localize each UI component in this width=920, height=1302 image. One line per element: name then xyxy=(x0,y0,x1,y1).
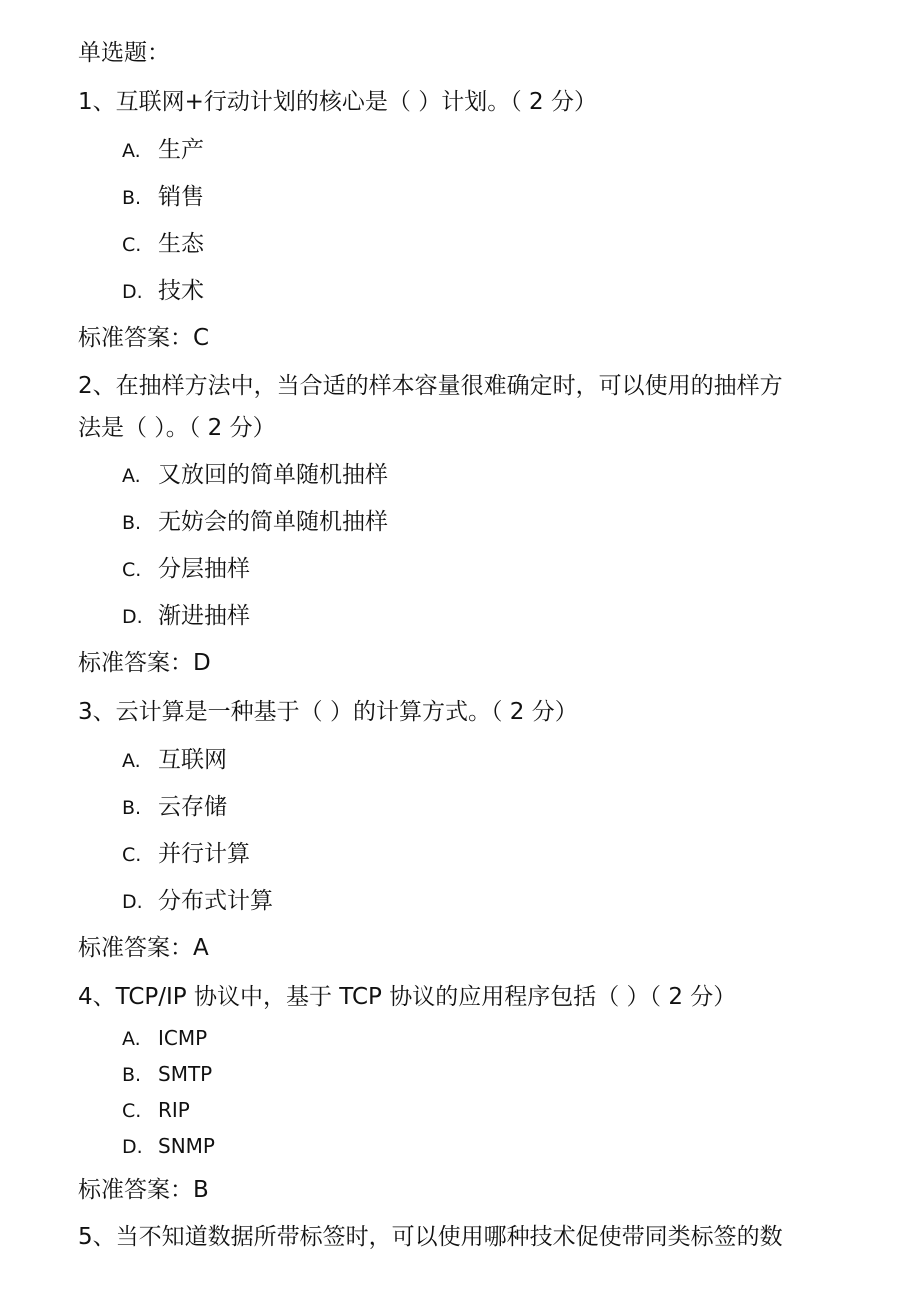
option-text: ICMP xyxy=(158,1026,208,1050)
option-letter: D. xyxy=(122,891,143,913)
option-text: 生态 xyxy=(158,231,204,257)
option-letter: A. xyxy=(122,465,141,487)
question-2-option-d xyxy=(122,601,250,632)
option-text: 销售 xyxy=(158,184,204,210)
option-letter: A. xyxy=(122,140,141,162)
option-text: 又放回的简单随机抽样 xyxy=(158,462,388,488)
question-2-stem-line2: 法是（ ）。（ 2 分） xyxy=(78,415,276,441)
question-1-option-b xyxy=(122,182,204,213)
question-4-option-a xyxy=(122,1025,207,1052)
question-1-option-a xyxy=(122,135,204,166)
question-3-option-b xyxy=(122,792,227,823)
question-3-option-d xyxy=(122,886,273,917)
option-letter: B. xyxy=(122,797,142,819)
option-letter: B. xyxy=(122,1064,142,1086)
question-4-option-b xyxy=(122,1061,212,1088)
option-text: SMTP xyxy=(158,1062,213,1086)
option-text: 无妨会的简单随机抽样 xyxy=(158,509,388,535)
question-4-stem: 4、TCP/IP 协议中，基于 TCP 协议的应用程序包括（ ）（ 2 分） xyxy=(78,984,737,1010)
option-text: 分层抽样 xyxy=(158,556,250,582)
option-letter: B. xyxy=(122,512,142,534)
question-1-option-d xyxy=(122,276,204,307)
question-1-option-c xyxy=(122,229,204,260)
question-1-stem: 1、互联网+行动计划的核心是（ ）计划。（ 2 分） xyxy=(78,89,597,115)
question-2-answer: 标准答案：D xyxy=(78,650,211,676)
option-letter: C. xyxy=(122,559,142,581)
question-3-stem: 3、云计算是一种基于（ ）的计算方式。（ 2 分） xyxy=(78,699,578,725)
question-3-option-c xyxy=(122,839,250,870)
question-3-answer: 标准答案：A xyxy=(78,935,209,961)
question-4-answer: 标准答案：B xyxy=(78,1177,209,1203)
option-text: 技术 xyxy=(158,278,204,304)
option-letter: A. xyxy=(122,1028,141,1050)
question-4-option-d xyxy=(122,1133,215,1160)
option-text: 渐进抽样 xyxy=(158,603,250,629)
option-letter: A. xyxy=(122,750,141,772)
question-2-stem-line1: 2、在抽样方法中，当合适的样本容量很难确定时，可以使用的抽样方 xyxy=(78,373,783,399)
option-letter: C. xyxy=(122,234,142,256)
question-4-option-c xyxy=(122,1097,190,1124)
option-letter: D. xyxy=(122,281,143,303)
question-2-option-b xyxy=(122,507,388,538)
question-2-option-c xyxy=(122,554,250,585)
option-text: 云存储 xyxy=(158,794,227,820)
option-letter: D. xyxy=(122,1136,143,1158)
option-text: 并行计算 xyxy=(158,841,250,867)
option-text: 分布式计算 xyxy=(158,888,273,914)
option-text: RIP xyxy=(158,1098,190,1122)
question-1-answer: 标准答案：C xyxy=(78,325,210,351)
option-letter: B. xyxy=(122,187,142,209)
section-title: 单选题： xyxy=(78,40,170,66)
option-text: 互联网 xyxy=(158,747,227,773)
question-5-stem: 5、当不知道数据所带标签时，可以使用哪种技术促使带同类标签的数 xyxy=(78,1224,783,1250)
question-2-option-a xyxy=(122,460,388,491)
option-text: 生产 xyxy=(158,137,204,163)
option-letter: D. xyxy=(122,606,143,628)
option-letter: C. xyxy=(122,1100,142,1122)
option-text: SNMP xyxy=(158,1134,215,1158)
question-3-option-a xyxy=(122,745,227,776)
option-letter: C. xyxy=(122,844,142,866)
